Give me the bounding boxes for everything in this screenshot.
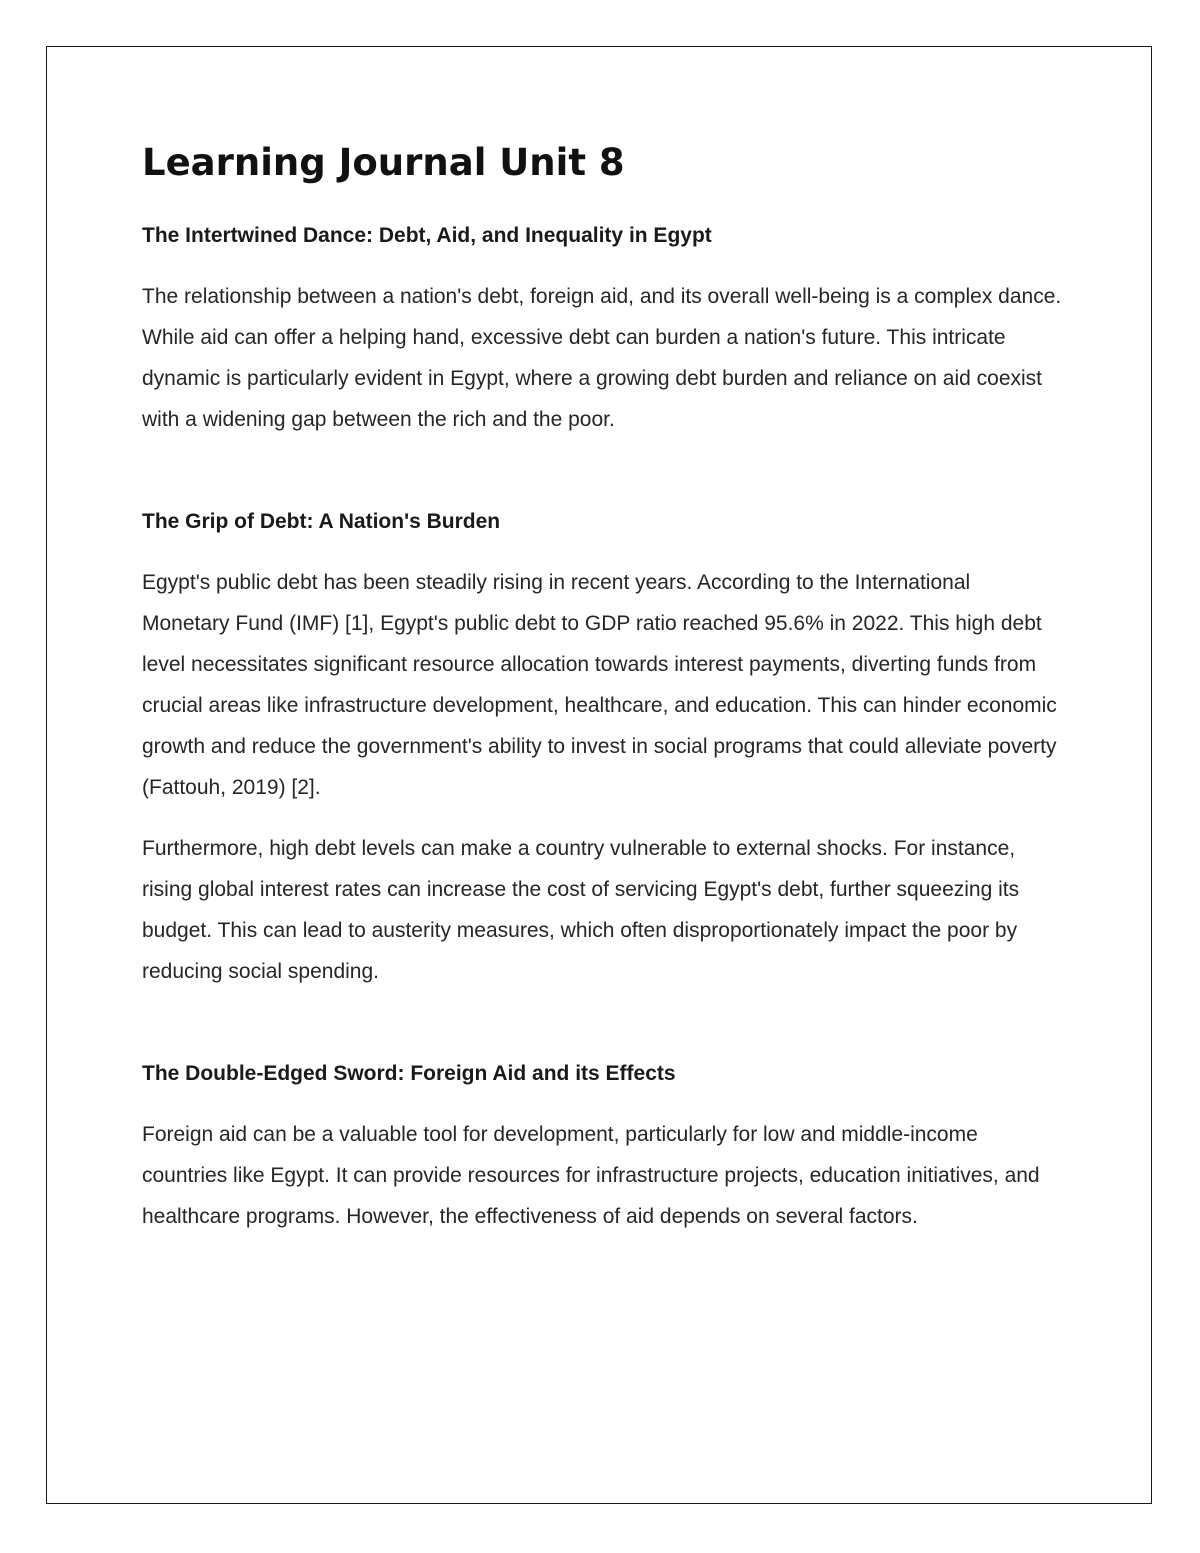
debt-paragraph-2: Furthermore, high debt levels can make a country vulnerable to external shocks. For instance, rising global interest rates can increase the cost of servicing Egypt's debt, further squeezing its budget. This can lead to austerity measures, which often disproportionately impact the poor by reducing social spending.: [142, 837, 1020, 983]
document-subtitle: The Intertwined Dance: Debt, Aid, and Inequality in Egypt: [142, 224, 712, 247]
section-heading-debt: The Grip of Debt: A Nation's Burden: [142, 510, 501, 533]
intro-paragraph: The relationship between a nation's debt, foreign aid, and its overall well-being is a complex dance. While aid can offer a helping hand, excessive debt can burden a nation's future. This intricate dynamic is particularly evident in Egypt, where a growing debt burden and reliance on aid coexist with a widening gap between the rich and the poor.: [142, 285, 1062, 431]
document-title: Learning Journal Unit 8: [142, 141, 625, 184]
aid-paragraph-1: Foreign aid can be a valuable tool for development, particularly for low and middle-income countries like Egypt. It can provide resources for infrastructure projects, education initiatives, and healthcare programs. However, the effectiveness of aid depends on several factors.: [142, 1123, 1040, 1228]
section-heading-aid: The Double-Edged Sword: Foreign Aid and its Effects: [142, 1062, 676, 1085]
debt-paragraph-1: Egypt's public debt has been steadily rising in recent years. According to the International Monetary Fund (IMF) [1], Egypt's public debt to GDP ratio reached 95.6% in 2022. This high debt level necessitates significant resource allocation towards interest payments, diverting funds from crucial areas like infrastructure development, healthcare, and education. This can hinder economic growth and reduce the government's ability to invest in social programs that could alleviate poverty (Fattouh, 2019) [2].: [142, 571, 1057, 799]
document-body: [142, 140, 1062, 1237]
